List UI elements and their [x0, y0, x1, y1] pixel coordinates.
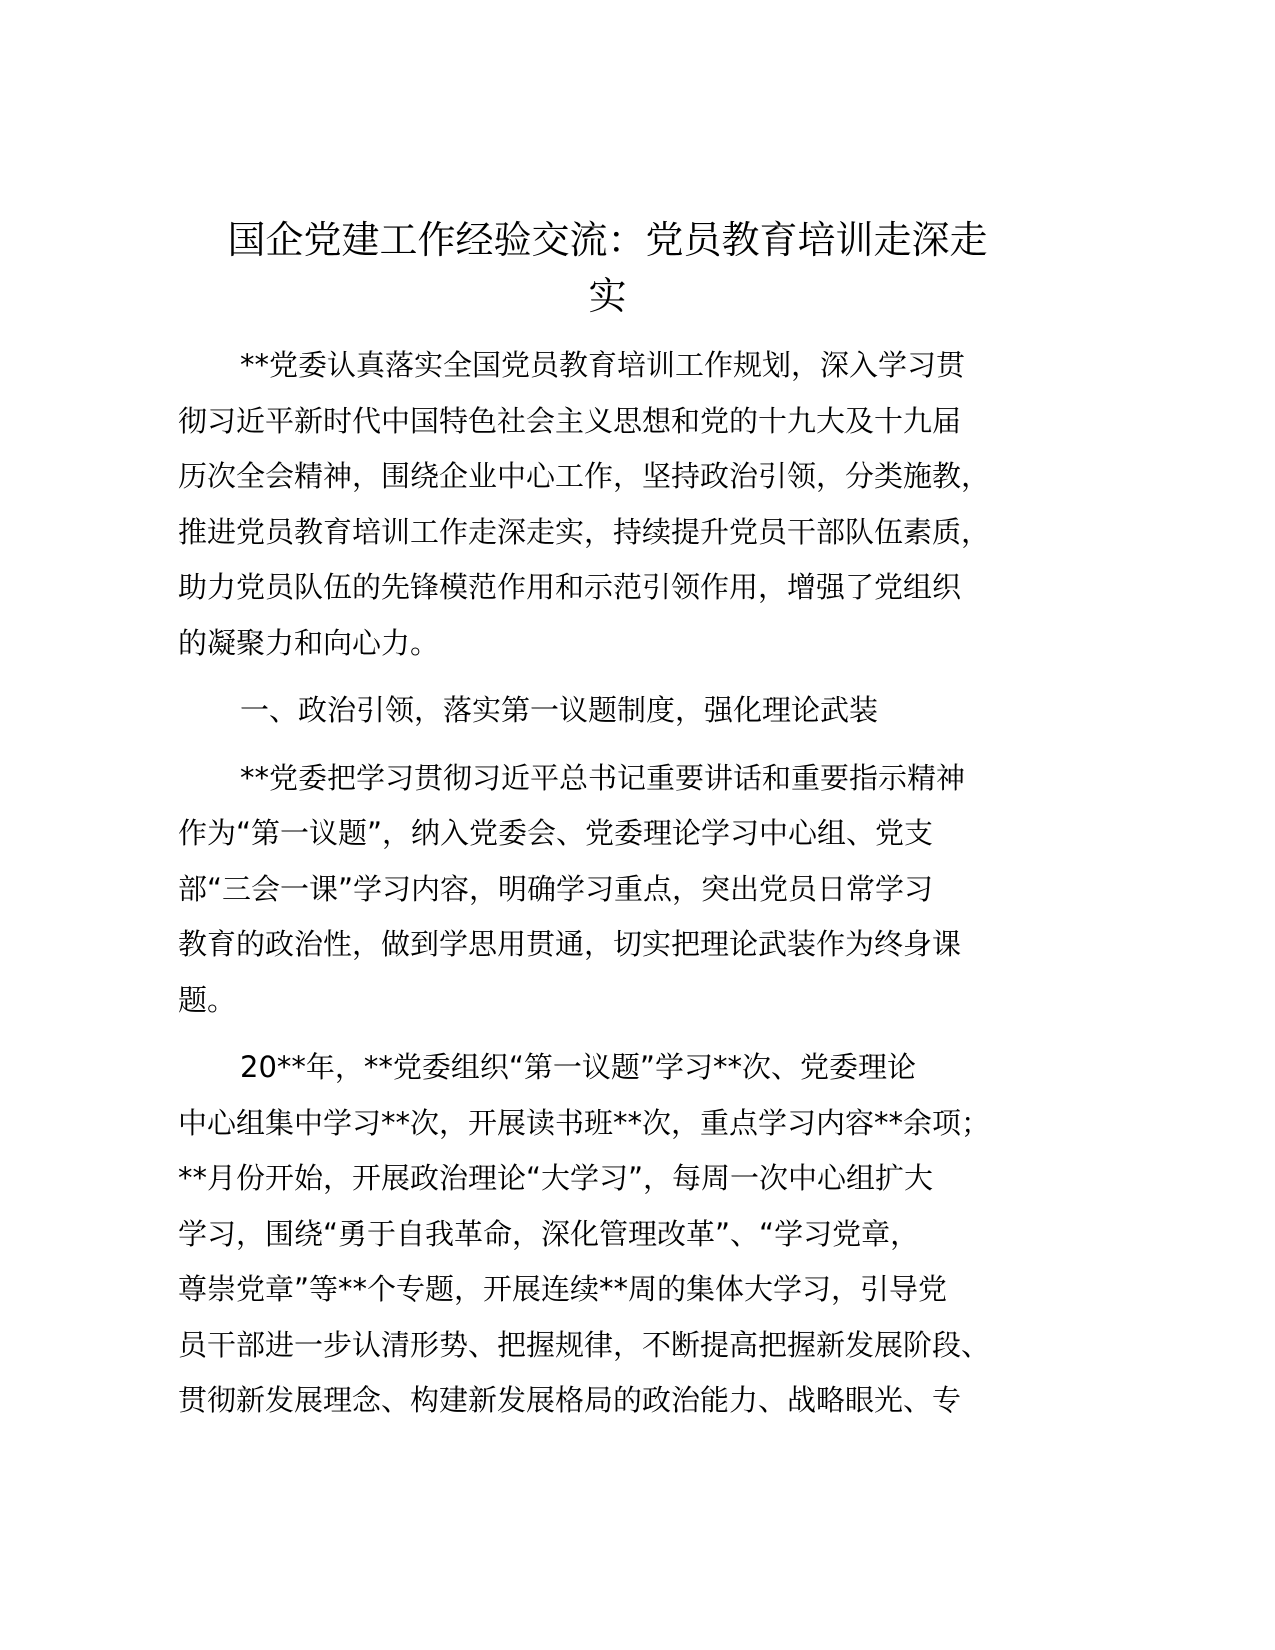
text-line: 教育的政治性，做到学思用贯通，切实把理论武装作为终身课	[178, 927, 962, 961]
paragraph	[178, 338, 1078, 671]
paragraph	[178, 1040, 1078, 1429]
paragraph	[178, 751, 1078, 1029]
document-body	[178, 338, 1078, 1441]
text-line: **党委把学习贯彻习近平总书记重要讲话和重要指示精神	[240, 760, 966, 795]
text-line: 20**年，**党委组织“第一议题”学习**次、党委理论	[240, 1050, 916, 1084]
document-title	[150, 212, 1065, 324]
text-line: **党委认真落实全国党员教育培训工作规划，深入学习贯	[240, 348, 966, 382]
text-line: 推进党员教育培训工作走深走实，持续提升党员干部队伍素质，	[178, 514, 991, 549]
text-line: 学习，围绕“勇于自我革命，深化管理改革”、“学习党章，	[178, 1216, 920, 1251]
text-line: 历次全会精神，围绕企业中心工作，坚持政治引领，分类施教，	[178, 459, 991, 493]
text-line: 题。	[178, 982, 237, 1017]
section-heading	[178, 683, 1078, 739]
text-line: 一、政治引领，落实第一议题制度，强化理论武装	[240, 693, 879, 727]
text-line: 员干部进一步认清形势、把握规律，不断提高把握新发展阶段、	[178, 1327, 991, 1362]
text-line: 助力党员队伍的先锋模范作用和示范引领作用，增强了党组织	[178, 570, 962, 604]
text-line: **月份开始，开展政治理论“大学习”，每周一次中心组扩大	[178, 1161, 934, 1195]
text-line: 作为“第一议题”，纳入党委会、党委理论学习中心组、党支	[178, 816, 934, 850]
title-line: 国企党建工作经验交流：党员教育培训走深走	[227, 218, 988, 262]
text-line: 的凝聚力和向心力。	[178, 625, 440, 660]
text-line: 彻习近平新时代中国特色社会主义思想和党的十九大及十九届	[178, 403, 962, 438]
text-line: 尊崇党章”等**个专题，开展连续**周的集体大学习，引导党	[178, 1272, 948, 1306]
text-line: 贯彻新发展理念、构建新发展格局的政治能力、战略眼光、专	[178, 1383, 962, 1417]
text-line: 部“三会一课”学习内容，明确学习重点，突出党员日常学习	[178, 871, 934, 906]
text-line: 中心组集中学习**次，开展读书班**次，重点学习内容**余项；	[178, 1105, 991, 1140]
title-line: 实	[588, 274, 627, 318]
